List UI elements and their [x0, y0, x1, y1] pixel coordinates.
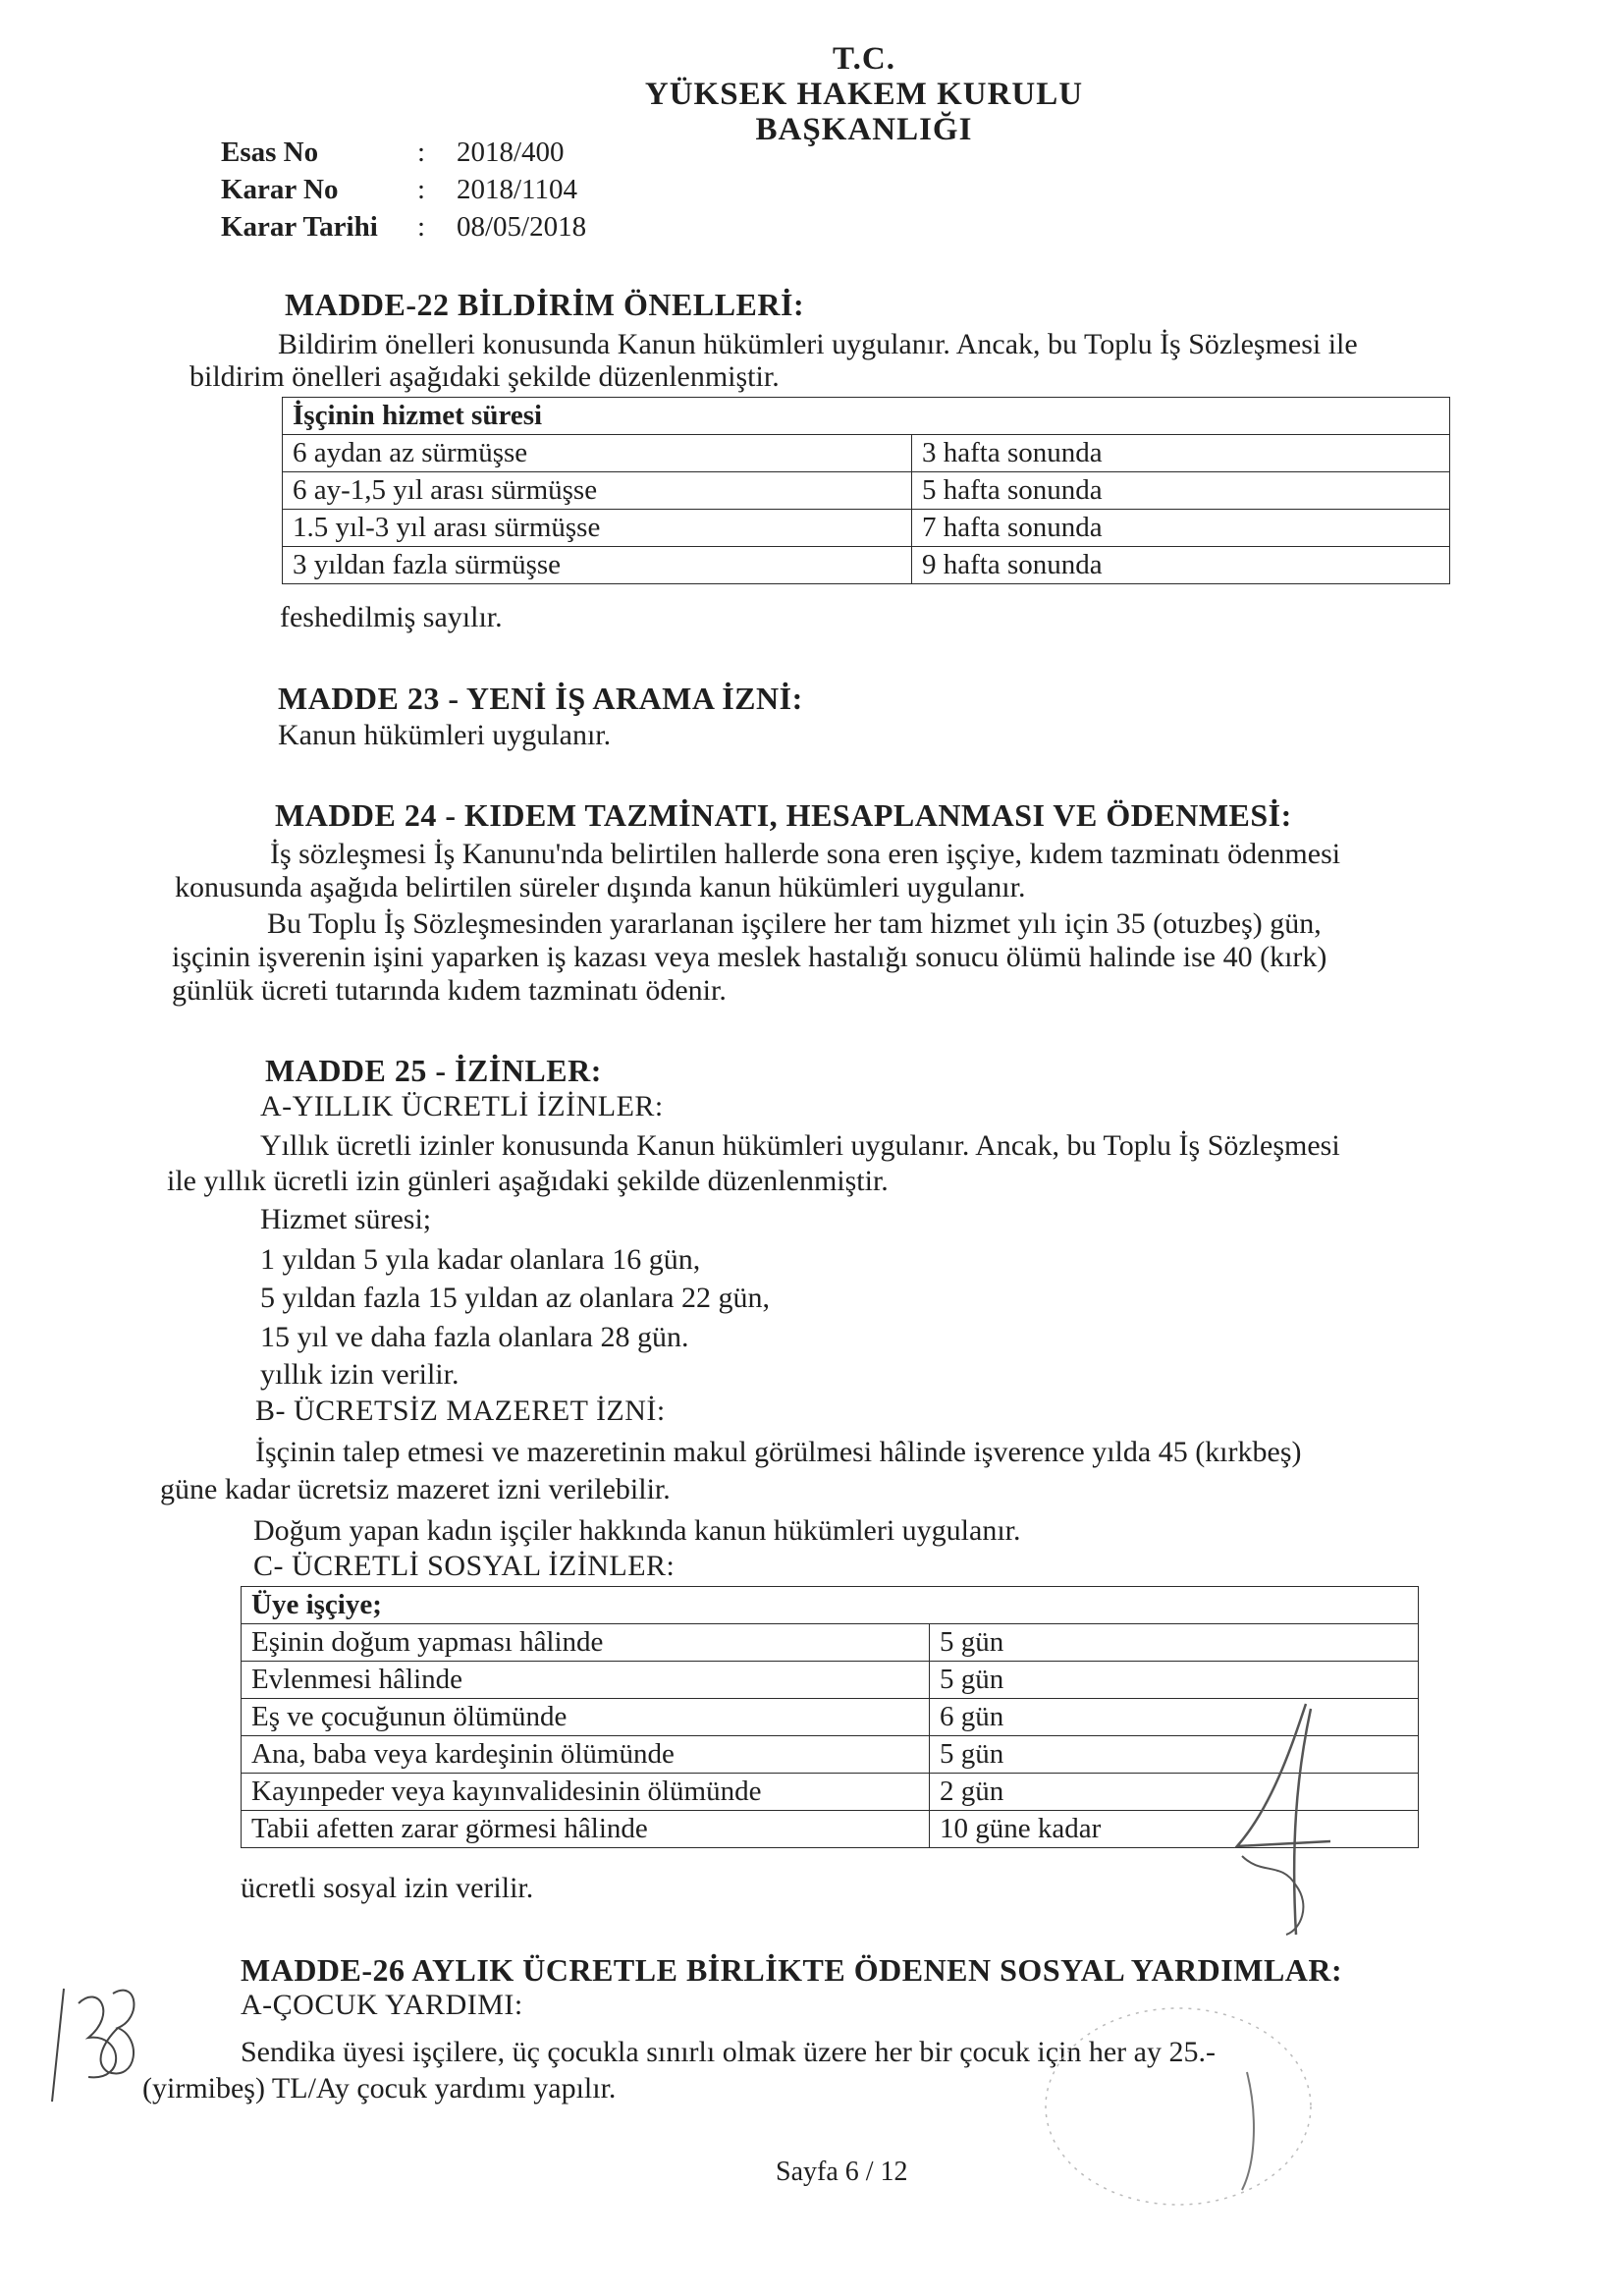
meta-value: 2018/400 [457, 137, 565, 168]
header-court-name: YÜKSEK HAKEM KURULU [644, 77, 1084, 112]
meta-label: Esas No [221, 137, 319, 168]
table-row [283, 510, 1450, 547]
madde24-title: MADDE 24 - KIDEM TAZMİNATI, HESAPLANMASI VE ÖDENMESİ: [275, 797, 1292, 833]
handwritten-initials-left [44, 1974, 152, 2111]
madde25-c-after: ücretli sosyal izin verilir. [241, 1872, 534, 1904]
madde24-para2-line3: günlük ücreti tutarında kıdem tazminatı ödenir. [172, 974, 727, 1007]
madde25-b-para2: Doğum yapan kadın işçiler hakkında kanun hükümleri uygulanır. [253, 1514, 1021, 1547]
leave-event-cell: Evlenmesi hâlinde [242, 1662, 930, 1699]
leave-event-cell: Tabii afetten zarar görmesi hâlinde [242, 1811, 930, 1848]
madde25-a-para-line2: ile yıllık ücretli izin günleri aşağıdaki şekilde düzenlenmiştir. [167, 1165, 889, 1197]
table-row [283, 435, 1450, 472]
madde22-para-line2: bildirim önelleri aşağıdaki şekilde düzenlenmiştir. [189, 360, 780, 393]
leave-event-cell: Ana, baba veya kardeşinin ölümünde [242, 1736, 930, 1774]
meta-row: Esas No : 2018/400 [221, 134, 586, 171]
madde25-a-item: 15 yıl ve daha fazla olanlara 28 gün. [260, 1321, 689, 1353]
notice-period-cell: 3 yıldan fazla sürmüşse [283, 547, 912, 584]
madde25-c-title: C- ÜCRETLİ SOSYAL İZİNLER: [253, 1550, 676, 1582]
notice-period-table [282, 397, 1450, 584]
notice-duration-cell: 3 hafta sonunda [912, 435, 1450, 472]
madde25-a-item: 1 yıldan 5 yıla kadar olanlara 16 gün, [260, 1243, 701, 1276]
madde26-para-line1: Sendika üyesi işçilere, üç çocukla sınırlı olmak üzere her bir çocuk için her ay 25.- [241, 2036, 1216, 2068]
handwritten-number-right [1203, 1689, 1350, 1944]
madde25-title: MADDE 25 - İZİNLER: [265, 1053, 602, 1088]
header-presidency: BAŞKANLIĞI [755, 112, 973, 147]
madde25-a-item: 5 yıldan fazla 15 yıldan az olanlara 22 gün, [260, 1282, 770, 1314]
madde24-para1-line2: konusunda aşağıda belirtilen süreler dışında kanun hükümleri uygulanır. [175, 871, 1026, 903]
madde25-a-para-line1: Yıllık ücretli izinler konusunda Kanun hükümleri uygulanır. Ancak, bu Toplu İş Sözleşmesi [260, 1129, 1340, 1162]
leave-days-cell: 10 güne kadar [930, 1811, 1419, 1848]
notice-period-cell: 1.5 yıl-3 yıl arası sürmüşse [283, 510, 912, 547]
meta-block [221, 134, 586, 246]
meta-value: 08/05/2018 [457, 211, 587, 243]
notice-duration-cell: 7 hafta sonunda [912, 510, 1450, 547]
notice-period-cell: 6 aydan az sürmüşse [283, 435, 912, 472]
notice-duration-cell: 5 hafta sonunda [912, 472, 1450, 510]
leave-days-cell: 2 gün [930, 1774, 1419, 1811]
madde25-b-para-line2: güne kadar ücretsiz mazeret izni verilebilir. [160, 1473, 671, 1505]
notice-table-header: İşçinin hizmet süresi [283, 398, 1450, 435]
leave-event-cell: Eş ve çocuğunun ölümünde [242, 1699, 930, 1736]
meta-value: 2018/1104 [457, 174, 577, 205]
leave-event-cell: Eşinin doğum yapması hâlinde [242, 1624, 930, 1662]
madde25-b-title: B- ÜCRETSİZ MAZERET İZNİ: [255, 1394, 666, 1427]
madde25-a-title: A-YILLIK ÜCRETLİ İZİNLER: [260, 1090, 664, 1122]
madde22-para-line1: Bildirim önelleri konusunda Kanun hükümleri uygulanır. Ancak, bu Toplu İş Sözleşmesi ile [278, 328, 1358, 360]
madde25-a-service: Hizmet süresi; [260, 1203, 432, 1235]
leave-days-cell: 5 gün [930, 1736, 1419, 1774]
madde26-para-line2: (yirmibeş) TL/Ay çocuk yardımı yapılır. [142, 2072, 617, 2105]
madde22-title: MADDE-22 BİLDİRİM ÖNELLERİ: [285, 287, 805, 322]
social-leave-table-header: Üye işçiye; [242, 1587, 1419, 1624]
madde26-title: MADDE-26 AYLIK ÜCRETLE BİRLİKTE ÖDENEN SOSYAL YARDIMLAR: [241, 1952, 1343, 1988]
header-tc: T.C. [833, 41, 895, 77]
meta-row: Karar Tarihi : 08/05/2018 [221, 208, 586, 246]
madde24-para2-line1: Bu Toplu İş Sözleşmesinden yararlanan işçilere her tam hizmet yılı için 35 (otuzbeş) gün, [267, 907, 1322, 940]
madde23-title: MADDE 23 - YENİ İŞ ARAMA İZNİ: [278, 681, 803, 716]
table-row [242, 1624, 1419, 1662]
madde24-para2-line2: işçinin işverenin işini yaparken iş kazası veya meslek hastalığı sonucu ölümü halinde ise 40 (kırk) [172, 941, 1327, 973]
meta-label: Karar Tarihi [221, 211, 378, 243]
leave-days-cell: 5 gün [930, 1662, 1419, 1699]
table-row [283, 547, 1450, 584]
meta-row: Karar No : 2018/1104 [221, 171, 586, 208]
madde23-body: Kanun hükümleri uygulanır. [278, 719, 612, 751]
faint-stamp-mark [1031, 1994, 1325, 2219]
meta-label: Karar No [221, 174, 339, 205]
page-number: Sayfa 6 / 12 [776, 2157, 908, 2187]
notice-period-cell: 6 ay-1,5 yıl arası sürmüşse [283, 472, 912, 510]
leave-days-cell: 5 gün [930, 1624, 1419, 1662]
madde26-a-title: A-ÇOCUK YARDIMI: [241, 1989, 523, 2021]
table-row [283, 472, 1450, 510]
madde22-after-text: feshedilmiş sayılır. [280, 601, 503, 633]
madde25-a-after: yıllık izin verilir. [260, 1358, 460, 1391]
leave-event-cell: Kayınpeder veya kayınvalidesinin ölümünde [242, 1774, 930, 1811]
madde25-b-para-line1: İşçinin talep etmesi ve mazeretinin makul görülmesi hâlinde işverence yılda 45 (kırkbeş) [255, 1436, 1302, 1468]
leave-days-cell: 6 gün [930, 1699, 1419, 1736]
notice-duration-cell: 9 hafta sonunda [912, 547, 1450, 584]
madde24-para1-line1: İş sözleşmesi İş Kanunu'nda belirtilen hallerde sona eren işçiye, kıdem tazminatı ödenmesi [270, 838, 1341, 870]
